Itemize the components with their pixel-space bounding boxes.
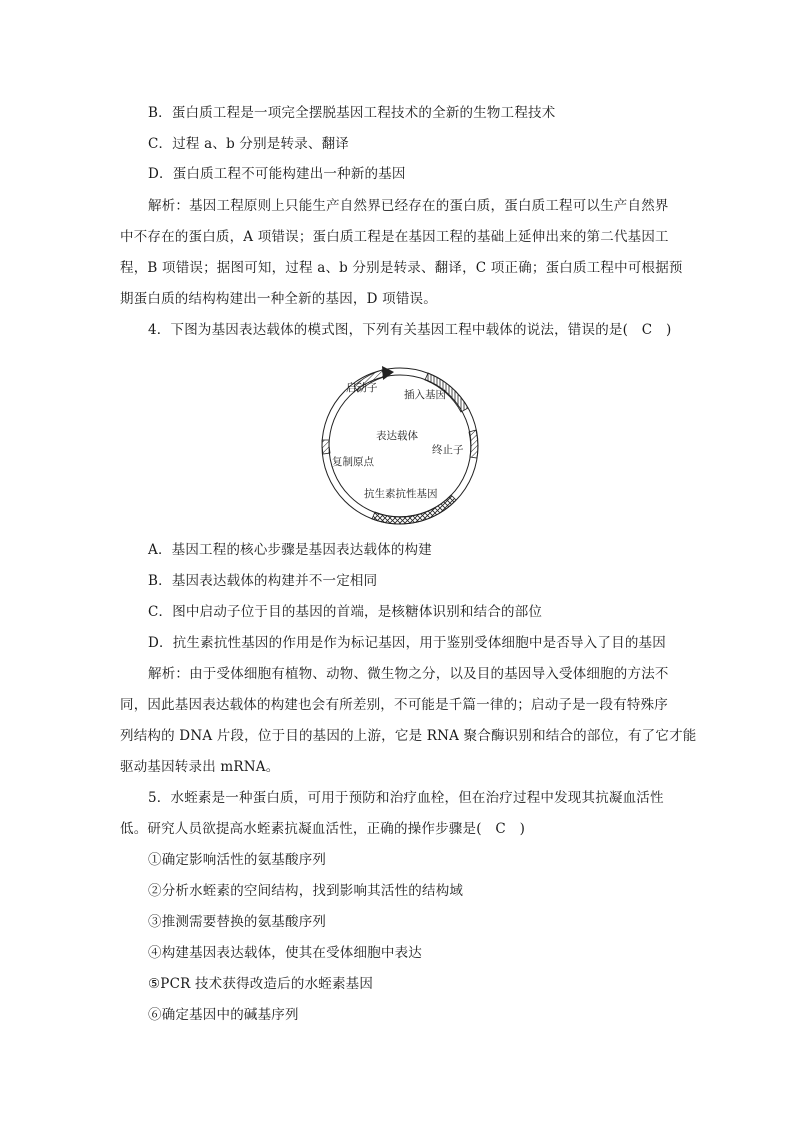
- q5-step-4: ④构建基因表达载体，使其在受体细胞中表达: [148, 945, 422, 961]
- vector-center-label: 表达载体: [376, 430, 418, 442]
- q3-analysis-line-2: 中不存在的蛋白质，A 项错误；蛋白质工程是在基因工程的基础上延伸出来的第二代基因工: [120, 229, 669, 245]
- q4-analysis-line-3: 列结构的 DNA 片段，位于目的基因的上游，它是 RNA 聚合酶识别和结合的部位，有了它才能: [120, 728, 697, 744]
- q3-option-d: D．蛋白质工程不可能构建出一种新的基因: [148, 166, 406, 182]
- q4-stem: 4．下图为基因表达载体的模式图，下列有关基因工程中载体的说法，错误的是( C ): [148, 322, 672, 338]
- q5-step-2: ②分析水蛭素的空间结构，找到影响其活性的结构域: [148, 883, 464, 899]
- q4-option-b: B．基因表达载体的构建并不一定相同: [148, 573, 378, 589]
- promoter-label: 启动子: [346, 382, 378, 394]
- q3-analysis-line-3: 程，B 项错误；据图可知，过程 a、b 分别是转录、翻译，C 项正确；蛋白质工程中可根据预: [120, 260, 683, 276]
- q5-step-1: ①确定影响活性的氨基酸序列: [148, 852, 327, 868]
- origin-segment: [322, 440, 330, 454]
- q5-step-5: ⑤PCR 技术获得改造后的水蛭素基因: [148, 976, 374, 992]
- q4-option-a: A．基因工程的核心步骤是基因表达载体的构建: [148, 542, 432, 558]
- q5-stem-line-1: 5．水蛭素是一种蛋白质，可用于预防和治疗血栓，但在治疗过程中发现其抗凝血活性: [148, 790, 664, 806]
- q4-analysis-line-1: 解析：由于受体细胞有植物、动物、微生物之分，以及目的基因导入受体细胞的方法不: [148, 666, 669, 682]
- insert-gene-label: 插入基因: [404, 389, 446, 401]
- q3-analysis-line-4: 期蛋白质的结构构建出一种全新的基因，D 项错误。: [120, 291, 437, 307]
- origin-label: 复制原点: [332, 456, 374, 468]
- resistance-gene-label: 抗生素抗性基因: [364, 488, 438, 500]
- terminator-segment: [469, 430, 478, 458]
- q4-analysis-line-4: 驱动基因转录出 mRNA。: [120, 759, 280, 775]
- q4-option-d: D．抗生素抗性基因的作用是作为标记基因，用于鉴别受体细胞中是否导入了目的基因: [148, 635, 666, 651]
- q4-option-c: C．图中启动子位于目的基因的首端，是核糖体识别和结合的部位: [148, 604, 543, 620]
- plasmid-ring: [310, 358, 490, 528]
- terminator-label: 终止子: [432, 444, 464, 456]
- q5-step-6: ⑥确定基因中的碱基序列: [148, 1007, 299, 1023]
- q5-stem-line-2: 低。研究人员欲提高水蛭素抗凝血活性，正确的操作步骤是( C ): [120, 821, 526, 837]
- q3-option-c: C．过程 a、b 分别是转录、翻译: [148, 136, 350, 152]
- q4-analysis-line-2: 同，因此基因表达载体的构建也会有所差别，不可能是千篇一律的；启动子是一段有特殊序: [120, 697, 668, 713]
- q5-step-3: ③推测需要替换的氨基酸序列: [148, 914, 327, 930]
- q3-analysis-line-1: 解析：基因工程原则上只能生产自然界已经存在的蛋白质，蛋白质工程可以生产自然界: [148, 198, 669, 214]
- q3-option-b: B．蛋白质工程是一项完全摆脱基因工程技术的全新的生物工程技术: [148, 105, 556, 121]
- expression-vector-diagram: [310, 358, 490, 528]
